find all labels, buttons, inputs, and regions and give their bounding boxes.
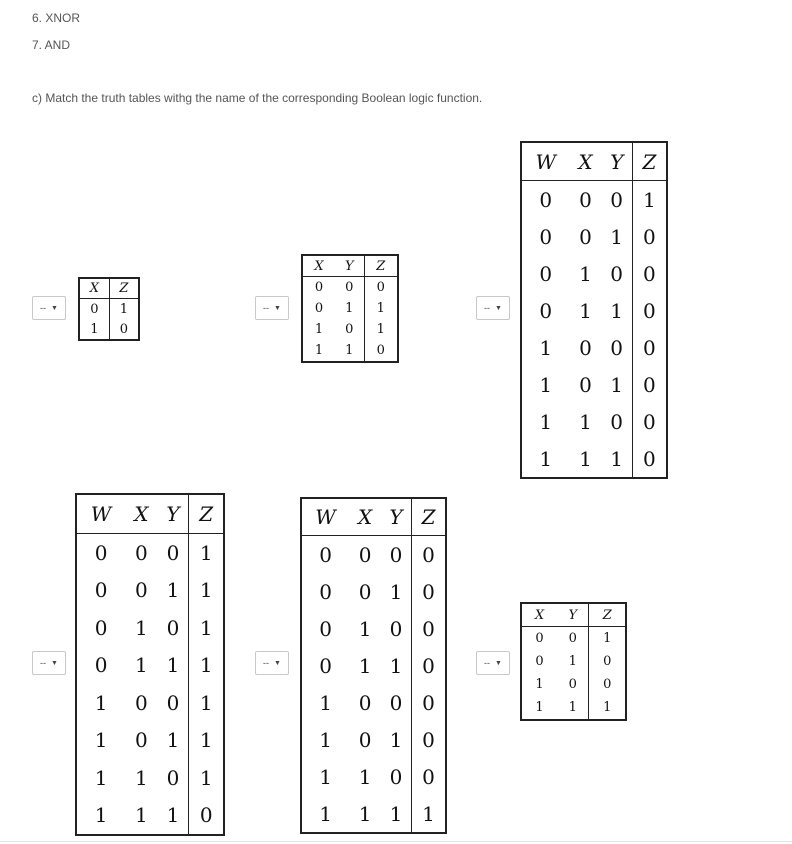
table-cell: 0 — [358, 727, 372, 752]
select-value: -- — [40, 303, 47, 313]
column-header: Y — [557, 603, 589, 627]
table-cell: 1 — [199, 653, 213, 678]
table-cell: 1 — [335, 340, 364, 362]
table-cell: 1 — [539, 409, 553, 434]
table-row — [521, 255, 667, 292]
table-cell: 1 — [579, 298, 592, 323]
table-cell: 1 — [602, 218, 633, 255]
table-row — [521, 403, 667, 440]
table-cell: 0 — [158, 684, 189, 722]
table-row — [521, 181, 667, 219]
table-cell: 1 — [557, 696, 589, 720]
table-cell: 1 — [94, 765, 108, 790]
table-cell: 0 — [422, 542, 435, 567]
truth-table-6 — [520, 602, 627, 721]
table-row — [521, 673, 626, 696]
chevron-down-icon: ▼ — [51, 304, 58, 312]
table-cell: 0 — [335, 319, 364, 340]
question-text: c) Match the truth tables withg the name of the corresponding Boolean logic function. — [32, 91, 483, 105]
table-cell: 1 — [539, 335, 553, 360]
table-cell: 0 — [358, 579, 372, 604]
select-value: -- — [263, 303, 270, 313]
table-row — [76, 684, 224, 722]
function-select-1[interactable] — [32, 296, 66, 320]
table-cell: 1 — [358, 653, 372, 678]
table-cell: 0 — [535, 631, 544, 646]
table-cell: 1 — [602, 440, 633, 478]
table-row — [301, 573, 446, 610]
table-row — [76, 797, 224, 836]
table-cell: 1 — [539, 446, 553, 471]
table-cell: 0 — [135, 690, 148, 715]
table-cell: 1 — [158, 647, 189, 685]
table-cell: 1 — [579, 446, 592, 471]
divider — [0, 841, 792, 842]
select-value: -- — [484, 658, 491, 668]
table-row — [76, 647, 224, 685]
table-row — [302, 298, 398, 319]
column-header: X — [302, 255, 335, 277]
table-cell: 0 — [199, 803, 213, 828]
table-cell: 0 — [539, 261, 553, 286]
table-row — [301, 758, 446, 795]
table-cell: 1 — [358, 616, 372, 641]
table-row — [521, 440, 667, 478]
column-header: X — [521, 603, 557, 627]
table-row — [301, 536, 446, 574]
table-cell: 1 — [314, 343, 324, 358]
table-cell: 0 — [579, 187, 592, 212]
table-row — [76, 609, 224, 647]
column-header: X — [349, 498, 381, 536]
table-cell: 0 — [158, 534, 189, 572]
table-cell: 1 — [376, 301, 385, 316]
table-row — [76, 572, 224, 610]
table-cell: 0 — [643, 335, 656, 360]
table-cell: 0 — [319, 542, 332, 567]
column-header: Z — [189, 494, 224, 534]
table-cell: 1 — [94, 803, 108, 828]
column-header: W — [301, 498, 349, 536]
table-cell: 0 — [79, 299, 109, 320]
table-cell: 0 — [557, 627, 589, 651]
table-cell: 0 — [94, 540, 108, 565]
table-cell: 0 — [319, 616, 332, 641]
chevron-down-icon: ▼ — [274, 659, 281, 667]
table-row — [79, 299, 139, 320]
table-cell: 1 — [579, 261, 592, 286]
table-cell: 1 — [135, 765, 148, 790]
table-row — [76, 759, 224, 797]
table-row — [302, 340, 398, 362]
table-cell: 0 — [94, 615, 108, 640]
table-cell: 0 — [643, 224, 656, 249]
table-cell: 1 — [358, 801, 372, 826]
truth-table-3 — [520, 141, 668, 479]
table-cell: 1 — [135, 615, 148, 640]
table-cell: 1 — [358, 764, 372, 789]
select-value: -- — [484, 303, 491, 313]
column-header: Y — [158, 494, 189, 534]
table-row — [521, 696, 626, 720]
table-cell: 1 — [579, 409, 592, 434]
table-cell: 1 — [381, 795, 412, 833]
table-cell: 1 — [381, 721, 412, 758]
chevron-down-icon: ▼ — [495, 304, 502, 312]
select-value: -- — [263, 658, 270, 668]
function-select-5[interactable] — [255, 651, 289, 675]
function-select-2[interactable] — [255, 296, 289, 320]
truth-table-2 — [301, 254, 399, 363]
table-cell: 1 — [381, 573, 412, 610]
list-item-xnor: 6. XNOR — [32, 11, 81, 25]
table-cell: 1 — [319, 690, 332, 715]
table-row — [521, 218, 667, 255]
table-cell: 0 — [422, 764, 435, 789]
table-cell: 1 — [535, 677, 544, 692]
table-cell: 0 — [539, 187, 553, 212]
table-cell: 1 — [602, 292, 633, 329]
table-cell: 0 — [376, 280, 385, 295]
table-cell: 0 — [579, 224, 592, 249]
table-row — [521, 366, 667, 403]
table-cell: 1 — [199, 765, 213, 790]
column-header: Y — [335, 255, 364, 277]
table-cell: 1 — [158, 722, 189, 760]
table-cell: 0 — [314, 280, 324, 295]
table-cell: 0 — [158, 609, 189, 647]
table-cell: 0 — [579, 372, 592, 397]
table-row — [521, 292, 667, 329]
column-header: X — [79, 278, 109, 299]
column-header: W — [76, 494, 125, 534]
table-row — [76, 534, 224, 572]
table-row — [301, 647, 446, 684]
table-header-row — [302, 255, 398, 277]
list-item-and: 7. AND — [32, 38, 71, 52]
table-cell: 0 — [643, 372, 656, 397]
table-cell: 1 — [199, 728, 213, 753]
table-header-row — [521, 142, 667, 181]
table-cell: 0 — [579, 335, 592, 360]
table-cell: 1 — [603, 700, 612, 715]
table-cell: 0 — [319, 653, 332, 678]
table-row — [521, 650, 626, 673]
table-cell: 0 — [422, 727, 435, 752]
table-cell: 0 — [643, 409, 656, 434]
table-cell: 1 — [119, 301, 129, 317]
table-cell: 0 — [358, 542, 372, 567]
table-row — [79, 319, 139, 340]
table-cell: 0 — [539, 224, 553, 249]
table-cell: 0 — [158, 759, 189, 797]
column-header: Y — [602, 142, 633, 181]
truth-table-1 — [78, 277, 140, 341]
table-cell: 0 — [422, 653, 435, 678]
table-cell: 0 — [381, 536, 412, 574]
table-cell: 1 — [135, 653, 148, 678]
table-cell: 1 — [535, 700, 544, 715]
table-cell: 0 — [376, 343, 385, 358]
table-cell: 0 — [94, 578, 108, 603]
table-header-row — [301, 498, 446, 536]
table-cell: 1 — [158, 797, 189, 836]
table-cell: 0 — [319, 579, 332, 604]
table-cell: 0 — [422, 690, 435, 715]
table-cell: 0 — [94, 653, 108, 678]
table-cell: 0 — [557, 673, 589, 696]
chevron-down-icon: ▼ — [274, 304, 281, 312]
table-cell: 1 — [135, 803, 148, 828]
table-cell: 0 — [535, 654, 544, 669]
table-cell: 0 — [381, 758, 412, 795]
table-cell: 0 — [643, 261, 656, 286]
function-select-4[interactable] — [32, 651, 66, 675]
table-cell: 1 — [199, 578, 213, 603]
table-cell: 1 — [381, 647, 412, 684]
table-cell: 1 — [319, 764, 332, 789]
table-cell: 1 — [199, 540, 213, 565]
table-row — [301, 610, 446, 647]
table-row — [521, 627, 626, 651]
table-cell: 1 — [539, 372, 553, 397]
table-cell: 1 — [158, 572, 189, 610]
chevron-down-icon: ▼ — [495, 659, 502, 667]
table-cell: 0 — [358, 690, 372, 715]
function-select-3[interactable] — [476, 296, 510, 320]
function-select-6[interactable] — [476, 651, 510, 675]
chevron-down-icon: ▼ — [51, 659, 58, 667]
table-cell: 0 — [335, 277, 364, 299]
table-cell: 0 — [603, 654, 612, 669]
table-cell: 1 — [94, 728, 108, 753]
table-cell: 0 — [119, 321, 129, 337]
table-row — [521, 329, 667, 366]
table-header-row — [521, 603, 626, 627]
table-row — [76, 722, 224, 760]
table-row — [302, 319, 398, 340]
column-header: X — [569, 142, 601, 181]
table-row — [301, 684, 446, 721]
column-header: Z — [632, 142, 667, 181]
table-cell: 0 — [643, 298, 656, 323]
table-cell: 0 — [381, 610, 412, 647]
table-cell: 1 — [603, 631, 612, 646]
truth-table-4 — [75, 493, 225, 836]
table-cell: 0 — [422, 616, 435, 641]
table-cell: 1 — [319, 801, 332, 826]
table-cell: 0 — [314, 301, 324, 316]
table-cell: 0 — [602, 255, 633, 292]
table-cell: 0 — [602, 403, 633, 440]
table-cell: 1 — [94, 690, 108, 715]
table-cell: 0 — [381, 684, 412, 721]
table-header-row — [79, 278, 139, 299]
table-cell: 1 — [643, 187, 656, 212]
table-cell: 1 — [314, 322, 324, 337]
table-cell: 0 — [539, 298, 553, 323]
table-cell: 0 — [643, 446, 656, 471]
column-header: Z — [412, 498, 446, 536]
table-cell: 0 — [602, 181, 633, 219]
table-cell: 1 — [79, 319, 109, 340]
table-cell: 1 — [422, 801, 435, 826]
truth-table-5 — [300, 497, 447, 834]
table-cell: 0 — [422, 579, 435, 604]
column-header: X — [125, 494, 157, 534]
table-row — [302, 277, 398, 299]
column-header: Z — [589, 603, 626, 627]
table-row — [301, 795, 446, 833]
column-header: Z — [109, 278, 139, 299]
column-header: Y — [381, 498, 412, 536]
table-cell: 1 — [557, 650, 589, 673]
table-cell: 1 — [335, 298, 364, 319]
table-row — [301, 721, 446, 758]
table-cell: 0 — [602, 329, 633, 366]
column-header: Z — [364, 255, 398, 277]
table-cell: 0 — [135, 728, 148, 753]
select-value: -- — [40, 658, 47, 668]
table-cell: 1 — [376, 322, 385, 337]
column-header: W — [521, 142, 569, 181]
table-cell: 0 — [135, 540, 148, 565]
table-header-row — [76, 494, 224, 534]
table-cell: 1 — [199, 615, 213, 640]
table-cell: 0 — [603, 677, 612, 692]
table-cell: 1 — [199, 690, 213, 715]
table-cell: 0 — [135, 578, 148, 603]
table-cell: 1 — [319, 727, 332, 752]
table-cell: 1 — [602, 366, 633, 403]
